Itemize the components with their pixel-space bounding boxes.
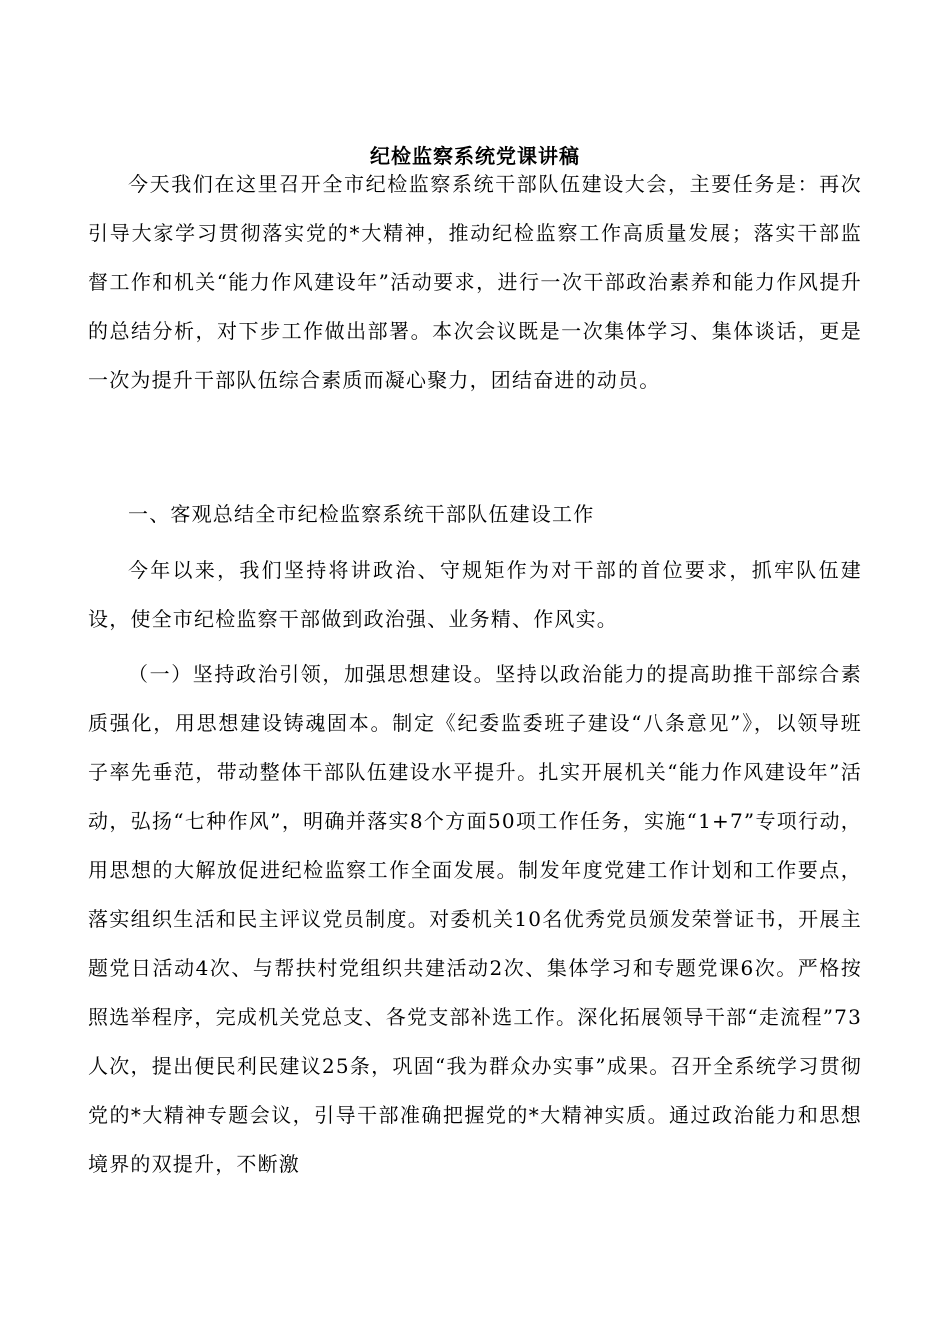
document-title: 纪检监察系统党课讲稿	[370, 144, 580, 168]
subsection-paragraph: （一）坚持政治引领，加强思想建设。坚持以政治能力的提高助推干部综合素质强化，用思想建设铸魂固本。制定《纪委监委班子建设“八条意见”》，以领导班子率先垂范，带动整体干部队伍建设水平提升。扎实开展机关“能力作风建设年”活动，弘扬“七种作风”，明确并落实8个方面50项工作任务，实施“1+7”专项行动，用思想的大解放促进纪检监察工作全面发展。制发年度党建工作计划和工作要点，落实组织生活和民主评议党员制度。对委机关10名优秀党员颁发荣誉证书，开展主题党日活动4次、与帮扶村党组织共建活动2次、集体学习和专题党课6次。严格按照选举程序，完成机关党总支、各党支部补选工作。深化拓展领导干部“走流程”73人次，提出便民利民建议25条，巩固“我为群众办实事”成果。召开全系统学习贯彻党的*大精神专题会议，引导干部准确把握党的*大精神实质。通过政治能力和思想境界的双提升，不断激	[88, 662, 862, 1176]
section-heading: 一、客观总结全市纪检监察系统干部队伍建设工作	[128, 502, 595, 526]
summary-paragraph: 今年以来，我们坚持将讲政治、守规矩作为对干部的首位要求，抓牢队伍建设，使全市纪检监察干部做到政治强、业务精、作风实。	[88, 558, 862, 631]
intro-paragraph: 今天我们在这里召开全市纪检监察系统干部队伍建设大会，主要任务是：再次引导大家学习贯彻落实党的*大精神，推动纪检监察工作高质量发展；落实干部监督工作和机关“能力作风建设年”活动要求，进行一次干部政治素养和能力作风提升的总结分析，对下步工作做出部署。本次会议既是一次集体学习、集体谈话，更是一次为提升干部队伍综合素质而凝心聚力，团结奋进的动员。	[88, 172, 862, 392]
